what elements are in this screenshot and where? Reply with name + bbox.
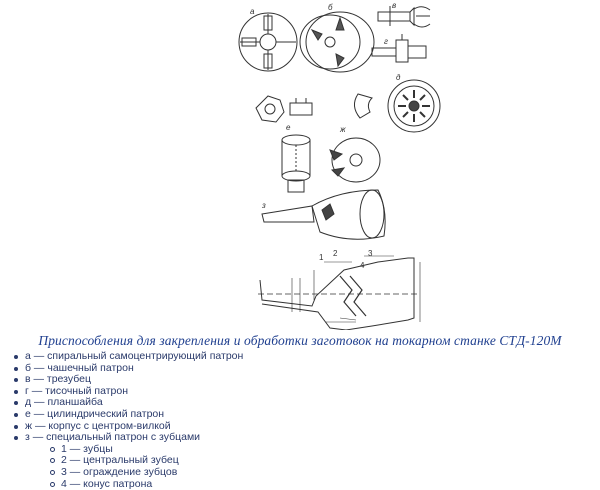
legend-list [10,351,243,490]
drawing-a-spiral-chuck [239,7,297,71]
legend-item-z-label: з — специальный патрон с зубцами [25,431,201,444]
legend-item-z [10,432,243,490]
figure-caption: Приспособления для закрепления и обработки заготовок на токарном станке СТД-120М [38,333,562,348]
legend-item-g: г — тисочный патрон [10,386,243,398]
legend-item-e: е — цилиндрический патрон [10,409,243,421]
drawing-zh-fork-housing [330,125,380,182]
label-b: б [328,3,333,12]
callout-4: 4 [360,261,365,270]
legend-item-a: а — спиральный самоцентрирующий патрон [10,351,243,363]
callout-1: 1 [319,253,324,262]
legend-subitem-1: 1 — зубцы [45,444,243,456]
drawing-v-trident [378,1,430,27]
drawing-e-cylindrical-chuck [282,123,310,192]
callout-3: 3 [368,249,373,258]
legend-subitem-4: 4 — конус патрона [45,479,243,490]
drawing-z-section [258,249,420,330]
label-z: з [262,201,266,210]
legend-sublist [25,444,243,490]
drawing-g-vise-chuck [372,34,426,62]
legend-item-zh: ж — корпус с центром-вилкой [10,421,243,433]
legend-item-v: в — трезубец [10,374,243,386]
legend-subitem-3: 3 — ограждение зубцов [45,467,243,479]
legend-subitem-2: 2 — центральный зубец [45,455,243,467]
label-a: а [250,7,255,16]
drawing-d-faceplate [354,73,440,132]
label-v: в [392,1,397,10]
legend-item-d: д — планшайба [10,397,243,409]
drawing-small-clamp [256,96,312,122]
label-zh: ж [340,125,346,134]
drawing-b-cup-chuck [300,3,374,72]
callout-2: 2 [333,249,338,258]
label-g: г [384,37,388,46]
legend-item-b: б — чашечный патрон [10,363,243,375]
drawing-z-special-chuck [261,190,385,239]
label-e: е [286,123,291,132]
label-d: д [396,73,401,82]
